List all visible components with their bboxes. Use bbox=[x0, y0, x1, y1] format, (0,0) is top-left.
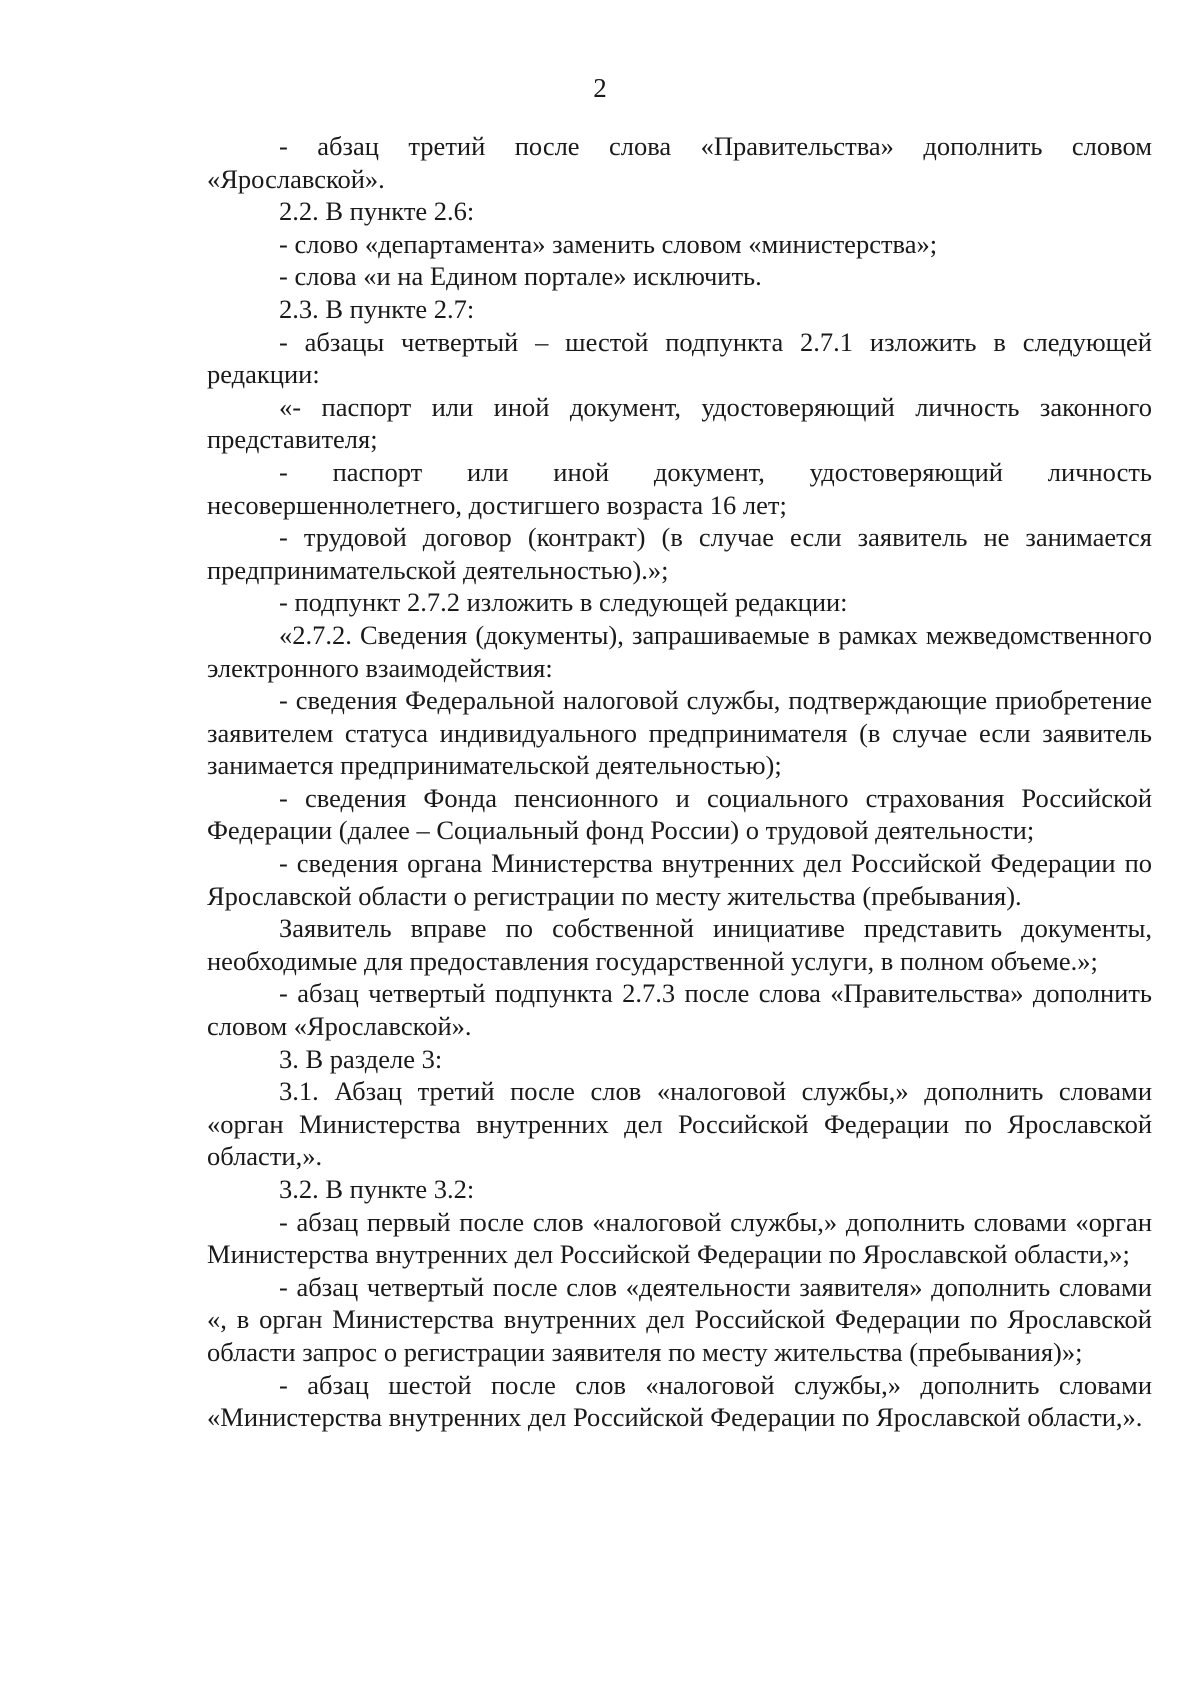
paragraph: - подпункт 2.7.2 изложить в следующей редакции: bbox=[279, 587, 848, 618]
paragraph: - абзац шестой после слов «налоговой службы,» дополнить словами «Министерства внутренних дел Российской Федерации по Ярославской области,». bbox=[207, 1369, 1152, 1433]
paragraph: - абзац четвертый подпункта 2.7.3 после слова «Правительства» дополнить словом «Ярославской». bbox=[207, 978, 1152, 1042]
paragraph: - слово «департамента» заменить словом «министерства»; bbox=[279, 228, 938, 259]
paragraph: «- паспорт или иной документ, удостоверяющий личность законного представителя; bbox=[207, 391, 1152, 455]
paragraph: - абзац четвертый после слов «деятельности заявителя» дополнить словами «, в орган Министерства внутренних дел Российской Федерации по Ярославской области запрос о регистрации заявителя по месту жительства (пребывания)»; bbox=[207, 1271, 1152, 1367]
paragraph: 3.1. Абзац третий после слов «налоговой службы,» дополнить словами «орган Министерства внутренних дел Российской Федерации по Ярославской области,». bbox=[207, 1076, 1152, 1172]
paragraph: - паспорт или иной документ, удостоверяющий личность несовершеннолетнего, достигшего возраста 16 лет; bbox=[207, 456, 1152, 520]
paragraph: 2.2. В пункте 2.6: bbox=[279, 196, 475, 227]
paragraph: 3.2. В пункте 3.2: bbox=[279, 1174, 475, 1204]
paragraph: 2.3. В пункте 2.7: bbox=[279, 293, 475, 324]
paragraph: - слова «и на Едином портале» исключить. bbox=[279, 261, 762, 292]
paragraph: «2.7.2. Сведения (документы), запрашиваемые в рамках межведомственного электронного взаимодействия: bbox=[207, 619, 1152, 683]
paragraph: - сведения органа Министерства внутренних дел Российской Федерации по Ярославской области о регистрации по месту жительства (пребывания). bbox=[207, 848, 1152, 911]
paragraph: - сведения Федеральной налоговой службы, подтверждающие приобретение заявителем статуса индивидуального предпринимателя (в случае если заявитель занимается предпринимательской деятельностью); bbox=[207, 685, 1152, 781]
paragraph: - сведения Фонда пенсионного и социального страхования Российской Федерации (далее – Социальный фонд России) о трудовой деятельности; bbox=[207, 782, 1152, 846]
paragraph: - абзац первый после слов «налоговой службы,» дополнить словами «орган Министерства внутренних дел Российской Федерации по Ярославской области,»; bbox=[207, 1206, 1152, 1270]
paragraph: - абзац третий после слова «Правительства» дополнить словом «Ярославской». bbox=[207, 131, 1152, 194]
document-body bbox=[207, 130, 1152, 1434]
paragraph: - абзацы четвертый – шестой подпункта 2.7.1 изложить в следующей редакции: bbox=[207, 326, 1152, 390]
paragraph: 3. В разделе 3: bbox=[279, 1043, 443, 1074]
paragraph: - трудовой договор (контракт) (в случае если заявитель не занимается предпринимательской деятельностью).»; bbox=[207, 522, 1152, 585]
page-number: 2 bbox=[593, 73, 607, 103]
paragraph: Заявитель вправе по собственной инициативе представить документы, необходимые для предоставления государственной услуги, в полном объеме.»; bbox=[207, 913, 1152, 976]
